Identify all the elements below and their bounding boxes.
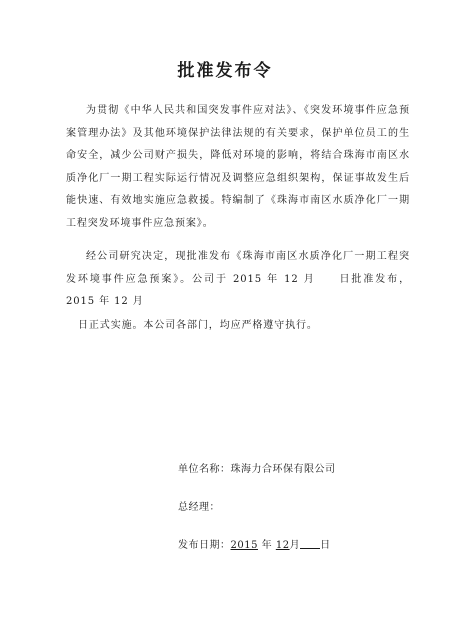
paragraph-2-text: 经公司研究决定，现批准发布《珠海市南区水质净化厂一期工程突发环境事件应急预案》。公司于 2015 年 12 月 日批准发布，2015 年 12 月 — [66, 251, 410, 307]
release-date-label: 发布日期： — [178, 540, 231, 551]
release-date-month: 12 — [275, 540, 290, 551]
paragraph-3-text: 日正式实施。本公司各部门，均应严格遵守执行。 — [78, 320, 318, 331]
general-manager-line — [178, 498, 220, 513]
release-date-day-suffix: 日 — [320, 540, 331, 551]
unit-name-label: 单位名称： — [178, 464, 231, 475]
release-date-year: 2015 — [230, 540, 258, 551]
general-manager-label: 总经理： — [178, 502, 220, 513]
paragraph-1-text: 为贯彻《中华人民共和国突发事件应对法》、《突发环境事件应急预案管理办法》及其他环境保护法律法规的有关要求，保护单位员工的生命安全，减少公司财产损失，降低对环境的影响，将结合珠海市南区水质净化厂一期工程实际运行情况及调整应急组织架构，保证事故发生后能快速、有效地实施应急救援。特编制了《珠海市南区水质净化厂一期工程突发环境事件应急预案》。 — [66, 105, 410, 229]
release-date-day-blank — [300, 538, 320, 549]
release-date-month-suffix: 月 — [289, 540, 301, 551]
paragraph-1 — [66, 100, 410, 235]
document-title: 批准发布令 — [177, 61, 273, 81]
paragraph-3 — [66, 315, 410, 338]
unit-name-value: 珠海力合环保有限公司 — [230, 464, 336, 475]
unit-name-line — [178, 460, 336, 475]
release-date-year-suffix: 年 — [261, 540, 273, 551]
release-date-line — [178, 536, 331, 551]
paragraph-2 — [66, 246, 410, 314]
